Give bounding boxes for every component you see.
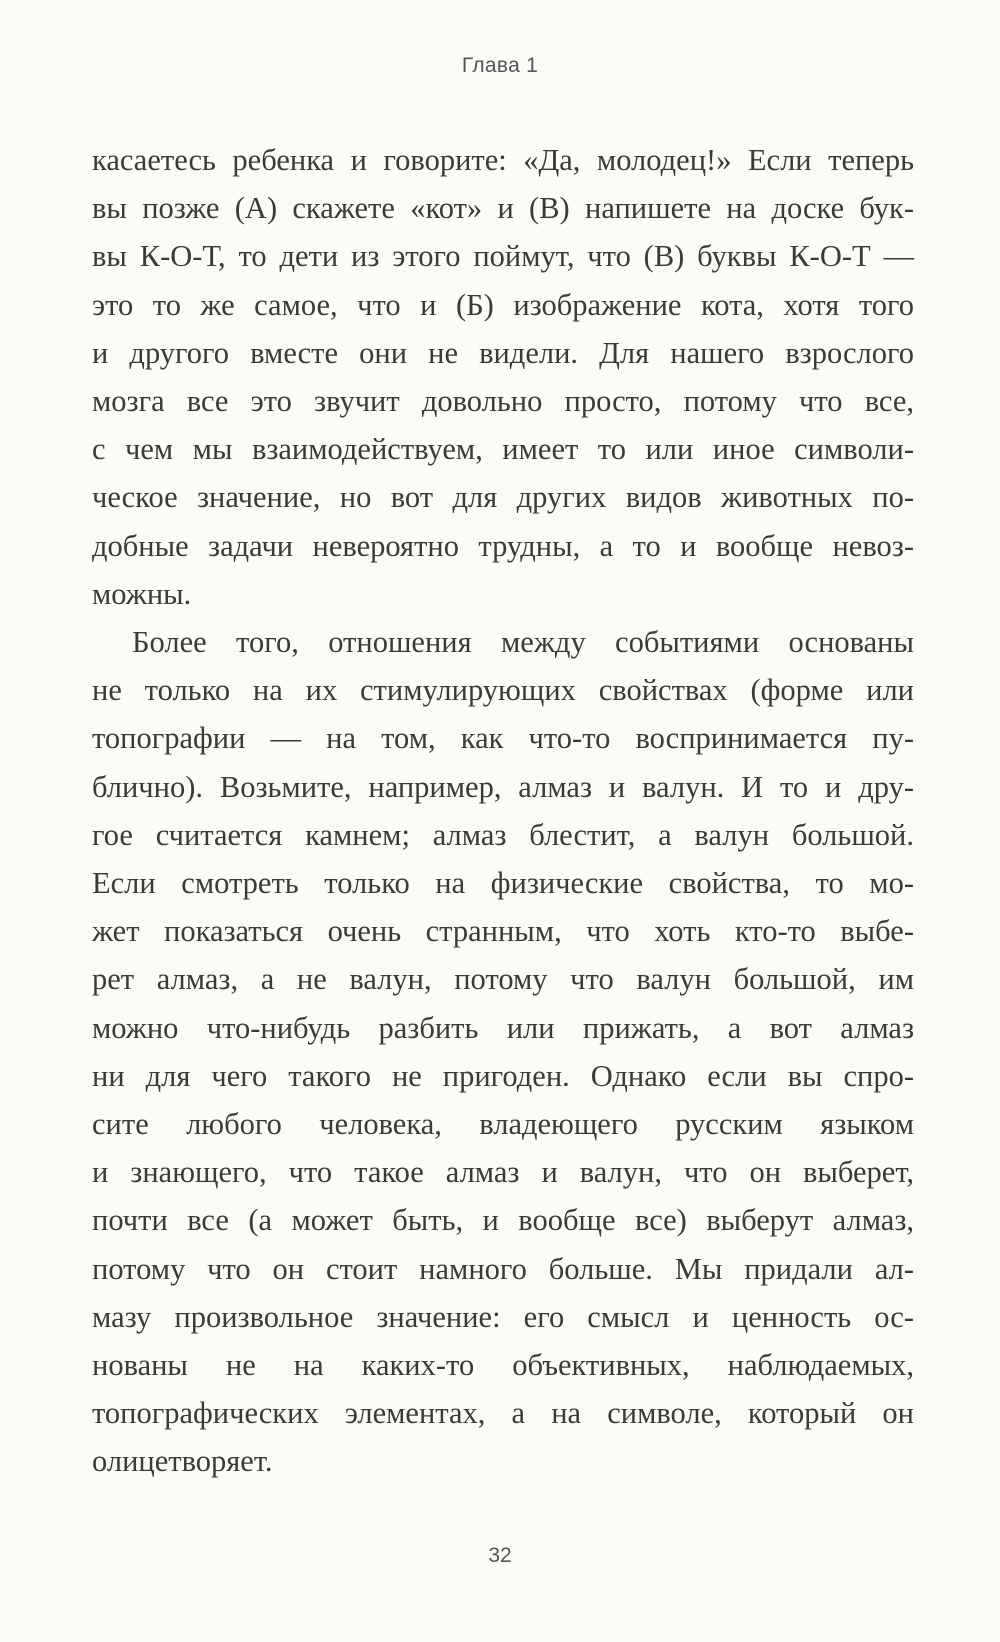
text-line: олицетворяет.: [92, 1444, 273, 1479]
text-line: касаетесь ребенка и говорите: «Да, молодец!» Если теперь: [92, 143, 914, 177]
page-number: 32: [488, 1544, 512, 1567]
text-line: Если смотреть только на физические свойства, то мо-: [92, 866, 914, 901]
text-line: рет алмаз, а не валун, потому что валун большой, им: [92, 962, 914, 997]
text-line: можны.: [92, 576, 192, 611]
text-line: почти все (а может быть, и вообще все) выберут алмаз,: [92, 1203, 914, 1238]
text-line: вы позже (А) скажете «кот» и (В) напишете на доске бук-: [92, 191, 914, 226]
text-line: мозга все это звучит довольно просто, потому что все,: [92, 384, 914, 419]
text-line: вы К-О-Т, то дети из этого поймут, что (В) буквы К-О-Т —: [92, 239, 914, 274]
text-line: сите любого человека, владеющего русским языком: [92, 1107, 914, 1142]
body-text: [92, 136, 914, 1486]
text-line: и другого вместе они не видели. Для нашего взрослого: [92, 335, 914, 370]
text-line: Более того, отношения между событиями основаны: [132, 625, 914, 660]
text-line: можно что-нибудь разбить или прижать, а вот алмаз: [92, 1010, 914, 1045]
text-line: это то же самое, что и (Б) изображение кота, хотя того: [92, 287, 914, 322]
text-line: топографических элементах, а на символе, который он: [92, 1396, 914, 1431]
text-line: не только на их стимулирующих свойствах (форме или: [92, 673, 914, 708]
text-line: жет показаться очень странным, что хоть кто-то выбе-: [92, 914, 914, 949]
text-line: потому что он стоит намного больше. Мы придали ал-: [92, 1251, 914, 1286]
text-line: с чем мы взаимодействуем, имеет то или иное символи-: [92, 432, 914, 467]
text-line: нованы не на каких-то объективных, наблюдаемых,: [92, 1348, 914, 1383]
text-line: гое считается камнем; алмаз блестит, а валун большой.: [92, 817, 914, 852]
paragraph-1: [92, 136, 914, 618]
text-line: топографии — на том, как что-то воспринимается пу-: [92, 721, 914, 756]
text-line: ни для чего такого не пригоден. Однако если вы спро-: [92, 1058, 914, 1093]
text-line: ческое значение, но вот для других видов животных по-: [92, 480, 914, 515]
text-line: и знающего, что такое алмаз и валун, что он выберет,: [92, 1155, 914, 1190]
text-line: мазу произвольное значение: его смысл и ценность ос-: [92, 1299, 914, 1334]
text-line: блично). Возьмите, например, алмаз и валун. И то и дру-: [92, 769, 914, 804]
running-head-chapter: Глава 1: [461, 54, 539, 77]
paragraph-2: [92, 618, 914, 1486]
text-line: добные задачи невероятно трудны, а то и вообще невоз-: [92, 528, 914, 563]
